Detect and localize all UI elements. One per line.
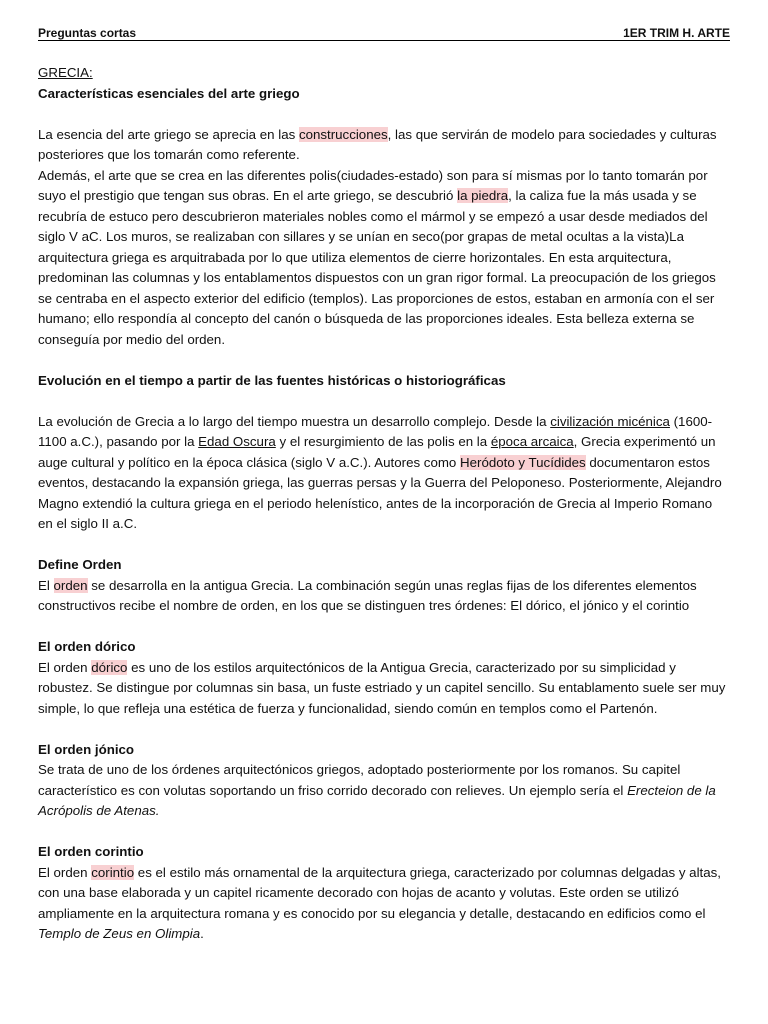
- highlight-orden: orden: [53, 577, 88, 593]
- text-run: , la caliza fue la más usada y se recubría de estuco pero descubrieron materiales nobles como el mármol y se empezó a usar desde mediados del siglo V aC. Los muros, se realizaban con sillares y se unían en seco(por grapas de metal ocultas a la vista)La arquitectura griega es arquitrabada por lo que utiliza elementos de cierre horizontales. En esta arquitectura, predominan las columnas y los entablamentos dispuestos con un gran rigor formal. La preocupación de los griegos se centraba en el aspecto exterior del edificio (templos). Las proporciones de estos, estaban en armonía con el ser humano; ello respondía al concepto del canón o búsqueda de las proporciones ideales. Esta belleza externa se conseguía por medio del orden.: [38, 188, 716, 347]
- highlight-construcciones: construcciones: [298, 126, 388, 142]
- text-run: El: [38, 577, 54, 593]
- text-run: , Grecia experimentó un auge cultural y político en la época clásica (siglo V a.C.). Autores como: [38, 434, 716, 470]
- heading-caracteristicas: Características esenciales del arte griego: [38, 85, 300, 101]
- page-header: [38, 26, 730, 41]
- text-run: se desarrolla en la antigua Grecia. La combinación según unas reglas fijas de los diferentes elementos constructivos recibe el nombre de orden, en los que se distinguen tres órdenes: El dórico, el jónico y el corintio: [38, 577, 697, 613]
- heading-evolucion: Evolución en el tiempo a partir de las fuentes históricas o historiográficas: [38, 372, 506, 388]
- paragraph-orden-jonico: [38, 760, 730, 822]
- text-run: La esencia del arte griego se aprecia en las: [38, 126, 299, 142]
- header-left: Preguntas cortas: [38, 26, 137, 40]
- highlight-corintio: corintio: [91, 864, 135, 880]
- text-run: (1600-1100 a.C.), pasando por la: [38, 413, 713, 449]
- italic-erecteion: Erecteion de la Acrópolis de Atenas.: [38, 782, 716, 818]
- text-run: es el estilo más ornamental de la arquitectura griega, caracterizado por columnas delgadas y altas, con una base elaborada y un capitel ricamente decorado con hojas de acanto y volutas. Este orden se utilizó ampliamente en la arquitectura romana y es conocido por su elegancia y detalle, destacando en edificios como el: [38, 864, 721, 921]
- text-run: El orden: [38, 659, 92, 675]
- paragraph-orden-dorico: [38, 658, 730, 720]
- text-run: es uno de los estilos arquitectónicos de la Antigua Grecia, caracterizado por su simplicidad y robustez. Se distingue por columnas sin basa, un fuste estriado y un capitel sencillo. Su entablamento suele ser muy simple, lo que refleja una estética de fuerza y funcionalidad, siendo común en templos como el Partenón.: [38, 659, 726, 716]
- heading-define-orden: Define Orden: [38, 557, 122, 572]
- paragraph-orden-corintio: [38, 863, 730, 945]
- underline-epoca-arcaica: época arcaica: [490, 434, 574, 449]
- text-run: y el resurgimiento de las polis en la: [275, 434, 491, 449]
- header-right: 1ER TRIM H. ARTE: [623, 26, 730, 40]
- paragraph-caracteristicas: [38, 125, 730, 166]
- text-run: .: [200, 926, 204, 941]
- text-run: documentaron estos eventos, destacando la expansión griega, las guerras persas y la Guerra del Peloponeso. Posteriormente, Alejandro Magno extendió la cultura griega en el periodo helenístico, antes de la incorporación de Grecia al Imperio Romano en el siglo II a.C.: [38, 454, 722, 531]
- text-run: La evolución de Grecia a lo largo del tiempo muestra un desarrollo complejo. Desde la: [38, 413, 551, 429]
- paragraph-evolucion: [38, 412, 730, 535]
- underline-civilizacion-micenica: civilización micénica: [550, 413, 670, 429]
- heading-orden-jonico: El orden jónico: [38, 741, 135, 757]
- highlight-herodoto-tucidides: Heródoto y Tucídides: [460, 454, 586, 470]
- heading-orden-corintio: El orden corintio: [38, 844, 144, 859]
- paragraph-define-orden: [38, 576, 730, 617]
- text-run: Se trata de uno de los órdenes arquitectónicos griegos, adoptado posteriormente por los romanos. Su capitel característico es con volutas soportando un friso corrido decorado con relieves. Un ejemplo sería el: [38, 762, 681, 798]
- highlight-la-piedra: la piedra: [457, 188, 509, 203]
- underline-edad-oscura: Edad Oscura: [198, 434, 276, 449]
- text-run: Además, el arte que se crea en las diferentes polis(ciudades-estado) son para sí mismas por lo tanto tomarán por suyo el prestigio que tengan sus obras. En el arte griego, se descubrió: [38, 167, 708, 203]
- text-run: El orden: [38, 864, 92, 880]
- paragraph-ademas: [38, 166, 730, 351]
- italic-templo-zeus: Templo de Zeus en Olimpia: [38, 926, 201, 941]
- highlight-dorico: dórico: [91, 659, 128, 675]
- text-run: , las que servirán de modelo para sociedades y culturas posteriores que los tomarán como referente.: [38, 126, 717, 162]
- document-body: [38, 63, 730, 945]
- heading-orden-dorico: El orden dórico: [38, 639, 136, 654]
- section-title: GRECIA:: [38, 65, 93, 80]
